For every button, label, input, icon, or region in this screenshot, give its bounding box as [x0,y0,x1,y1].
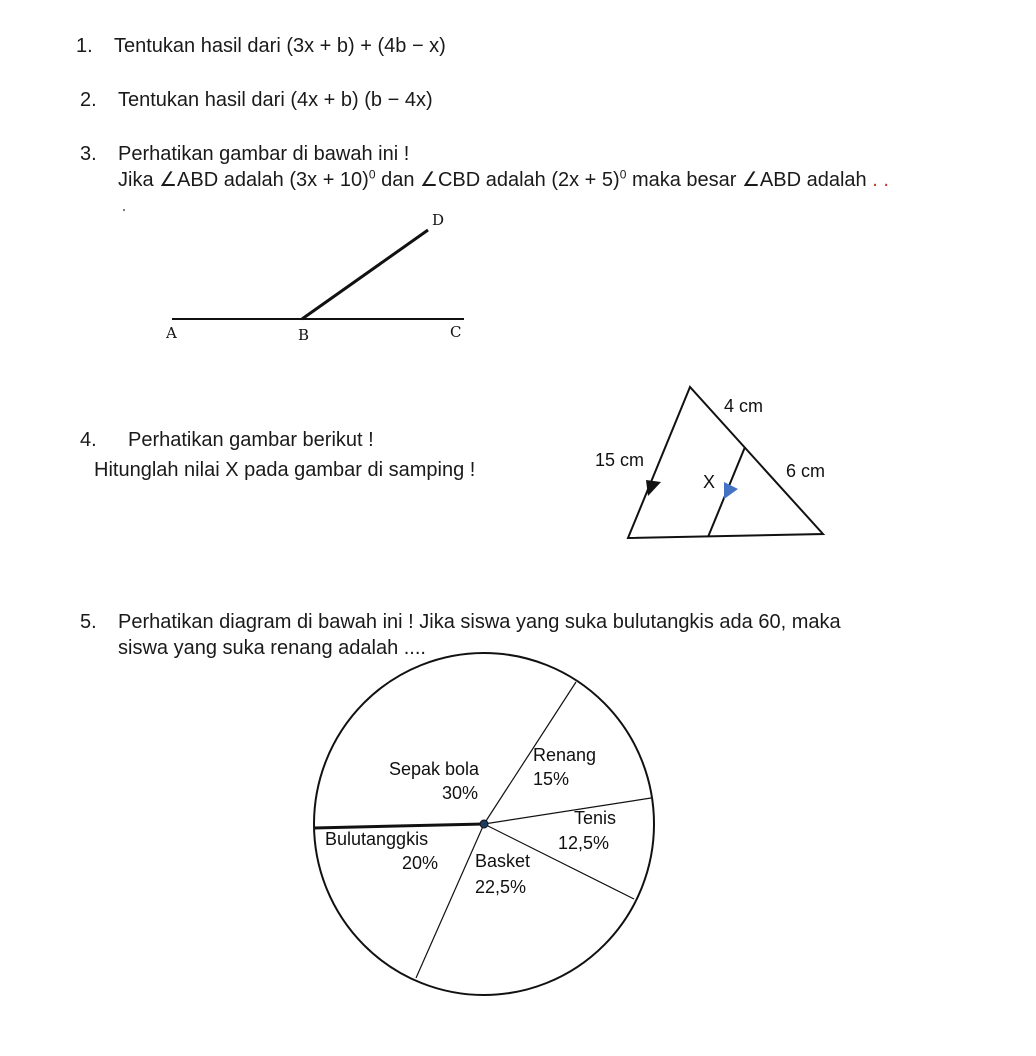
divider-sepakbola-bulutangkis [314,824,484,828]
slice-value-renang: 15% [533,769,570,789]
degree-sup: 0 [619,167,627,182]
pie-center-dot [480,820,488,828]
question-number: 3. [80,143,97,165]
label-6cm: 6 cm [786,461,826,481]
degree-sup: 0 [368,167,376,182]
question-text: Tentukan hasil dari (4x + b) (b − 4x) [118,89,433,111]
label-b: B [298,326,310,344]
q3-text-b: dan ∠CBD adalah (2x + 5) [375,169,620,191]
slice-label-renang: Renang [533,745,597,765]
slice-value-basket: 22,5% [475,877,527,897]
ray-bd [302,230,428,319]
q3-text-a: Jika ∠ABD adalah (3x + 10) [118,169,369,191]
question-number: 1. [76,35,93,57]
arrow-marker-middle [724,482,738,499]
slice-label-bulutangkis: Bulutanggkis [325,829,429,849]
question-text: siswa yang suka renang adalah .... [118,637,426,659]
slice-label-tenis: Tenis [574,808,617,828]
label-c: C [450,323,462,341]
label-a: A [166,324,177,342]
question-number: 2. [80,89,97,111]
angle-figure [123,209,464,344]
question-text: Hitunglah nilai X pada gambar di samping ! [94,459,476,481]
question-text: Tentukan hasil dari (3x + b) + (4b − x) [114,35,446,57]
slice-label-sepakbola: Sepak bola [389,759,480,779]
label-15cm: 15 cm [595,450,645,470]
label-4cm: 4 cm [724,396,764,416]
divider-tenis-renang [484,798,651,824]
question-text: Perhatikan gambar di bawah ini ! [118,143,410,165]
question-number: 5. [80,611,97,633]
q3-dots: . . [872,169,889,191]
stray-dot [123,209,125,211]
slice-value-tenis: 12,5% [558,833,610,853]
question-text: Perhatikan diagram di bawah ini ! Jika siswa yang suka bulutangkis ada 60, maka [118,611,841,633]
question-text: Perhatikan gambar berikut ! [128,429,374,451]
pie-chart [314,653,654,995]
arrow-marker-left [646,480,661,496]
label-d: D [432,211,445,229]
slice-label-basket: Basket [475,851,531,871]
question-number: 4. [80,429,97,451]
slice-value-bulutangkis: 20% [402,853,439,873]
slice-value-sepakbola: 30% [442,783,479,803]
triangle-figure [595,387,825,538]
label-x: X [703,472,716,492]
q3-text-c: maka besar ∠ABD adalah [626,169,873,191]
